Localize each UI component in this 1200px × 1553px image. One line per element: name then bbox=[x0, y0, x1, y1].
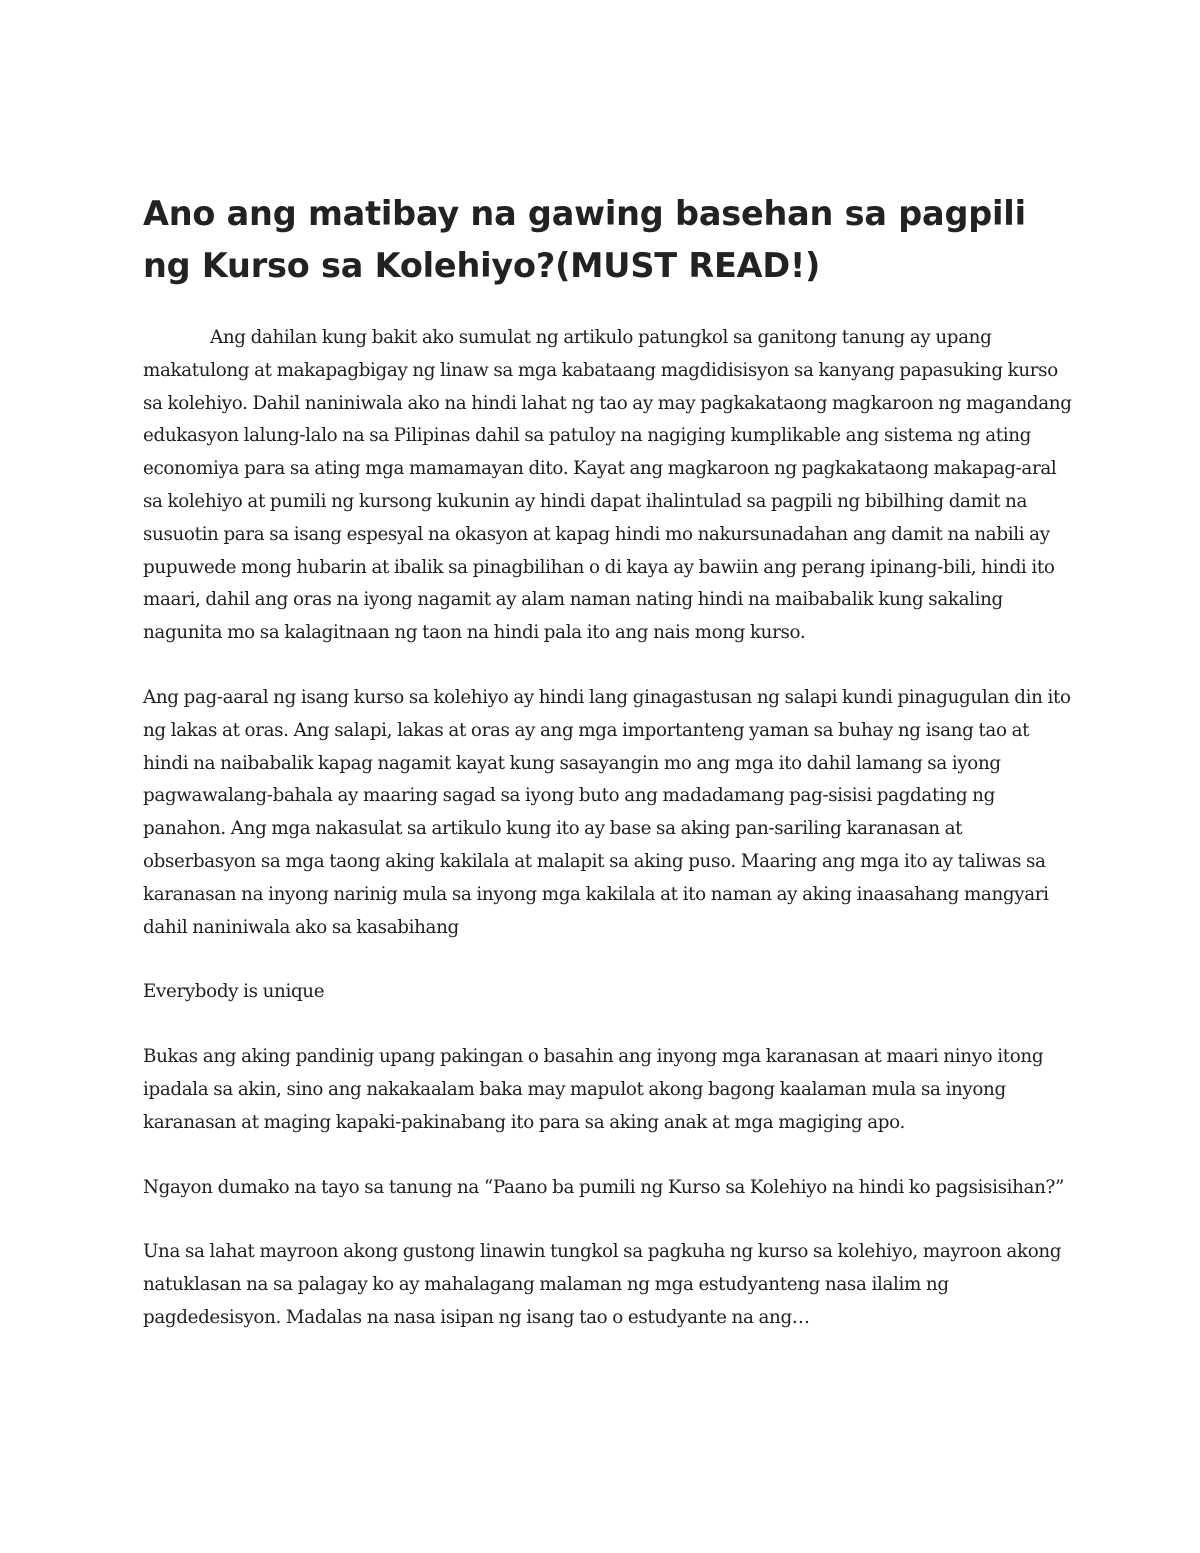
paragraph-cost-of-study: Ang pag-aaral ng isang kurso sa kolehiyo ay hindi lang ginagastusan ng salapi kundi pinagugulan din ito ng lakas at oras. Ang salapi, lakas at oras ay ang mga importanteng yaman sa buhay ng isang tao at hindi na naibabalik kapag nagamit kayat kung sasayangin mo ang mga ito dahil lamang sa iyong pagwawalang-bahala ay maaring sagad sa iyong buto ang madadamang pag-sisisi pagdating ng panahon. Ang mga nakasulat sa artikulo kung ito ay base sa aking pan-sariling karanasan at obserbasyon sa mga taong aking kakilala at malapit sa aking puso. Maaring ang mga ito ay taliwas sa karanasan na inyong narinig mula sa inyong mga kakilala at ito naman ay aking inaasahang mangyari dahil naniniwala ako sa kasabihang bbox=[143, 686, 1071, 938]
document-title: Ano ang matibay na gawing basehan sa pagpili ng Kurso sa Kolehiyo?(MUST READ!) bbox=[143, 194, 1026, 285]
paragraph-question: Ngayon dumako na tayo sa tanung na “Paano ba pumili ng Kurso sa Kolehiyo na hindi ko pagsisisihan?” bbox=[143, 1176, 1064, 1198]
paragraph-open-to-experiences: Bukas ang aking pandinig upang pakingan o basahin ang inyong mga karanasan at maari ninyo itong ipadala sa akin, sino ang nakakaalam baka may mapulot akong bagong kaalaman mula sa inyong karanasan at maging kapaki-pakinabang ito para sa aking anak at mga magiging apo. bbox=[143, 1046, 1044, 1133]
paragraph-intro: Ang dahilan kung bakit ako sumulat ng artikulo patungkol sa ganitong tanung ay upang makatulong at makapagbigay ng linaw sa mga kabataang magdidisisyon sa kanyang papasuking kurso sa kolehiyo. Dahil naniniwala ako na hindi lahat ng tao ay may pagkakataong magkaroon ng magandang edukasyon lalung-lalo na sa Pilipinas dahil sa patuloy na nagiging kumplikable ang sistema ng ating economiya para sa ating mga mamamayan dito. Kayat ang magkaroon ng pagkakataong makapag-aral sa kolehiyo at pumili ng kursong kukunin ay hindi dapat ihalintulad sa pagpili ng bibilhing damit na susuotin para sa isang espesyal na okasyon at kapag hindi mo nakursunadahan ang damit na nabili ay pupuwede mong hubarin at ibalik sa pinagbilihan o di kaya ay bawiin ang perang ipinang-bili, hindi ito maari, dahil ang oras na iyong nagamit ay alam naman nating hindi na maibabalik kung sakaling nagunita mo sa kalagitnaan ng taon na hindi pala ito ang nais mong kurso. bbox=[143, 327, 1072, 644]
paragraph-first-of-all: Una sa lahat mayroon akong gustong linawin tungkol sa pagkuha ng kurso sa kolehiyo, mayroon akong natuklasan na sa palagay ko ay mahalagang malaman ng mga estudyanteng nasa ilalim ng pagdedesisyon. Madalas na nasa isipan ng isang tao o estudyante na ang… bbox=[143, 1241, 1062, 1328]
document-body bbox=[143, 188, 1073, 1367]
paragraph-everybody-unique: Everybody is unique bbox=[143, 981, 325, 1003]
